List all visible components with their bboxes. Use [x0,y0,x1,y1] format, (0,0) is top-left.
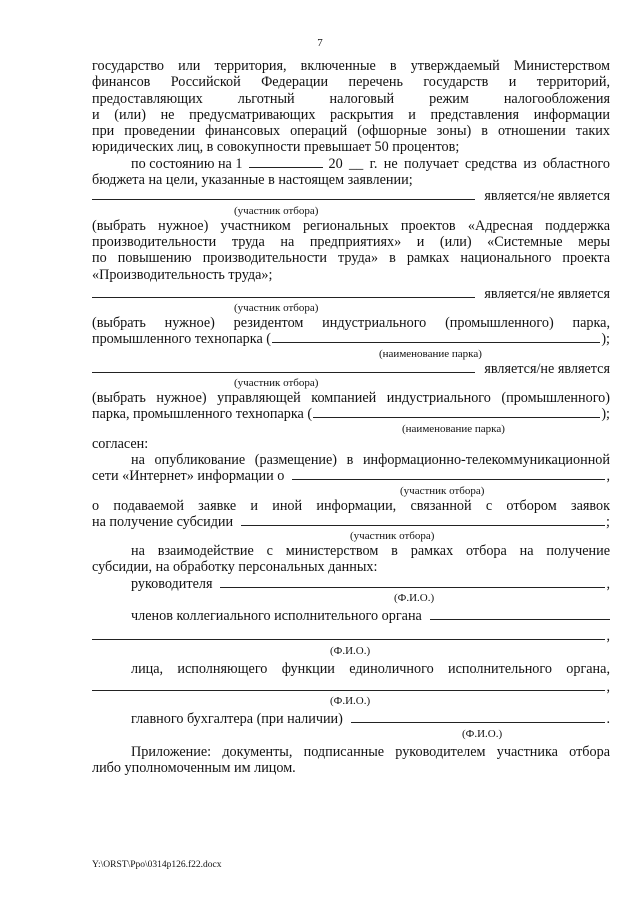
caption-participant: (участник отбора) [234,302,319,315]
members-line: членов коллегиального исполнительного органа [92,608,610,624]
caption-participant: (участник отбора) [234,377,319,390]
head-line: руководителя , [131,575,610,592]
participant-field[interactable] [241,524,605,526]
paragraph-offshore: государство или территория, включенные в утверждаемый Министерством финансов Российской Федерации перечень государств и территорий, предоставляющих льготный налоговый режим налогообложения и (или) не предусматривающих раскрытия и представления информации при проведении финансовых операций (офшорные зоны) в отношении таких юридических лиц, в совокупности превышает 50 процентов; [92,58,610,156]
caption-fio: (Ф.И.О.) [394,592,435,605]
participant-field[interactable] [92,296,475,298]
paragraph-regional-projects: (выбрать нужное) участником региональных проектов «Адресная поддержка производительности труда на предприятиях» и (или) «Системные меры по повышению производительности труда» в рамках национального проекта «Производительность труда»; [92,217,610,283]
caption-participant: (участник отбора) [400,484,485,497]
caption-park: (наименование парка) [379,347,482,360]
accountant-line: главного бухгалтера (при наличии) . [131,711,610,728]
participant-line-2: является/не является [92,286,610,302]
participant-field[interactable] [92,198,475,200]
participant-line-3: является/не является [92,361,610,377]
caption-fio: (Ф.И.О.) [330,644,371,657]
caption-fio: (Ф.И.О.) [462,727,503,740]
footer-file-path: Y:\ORST\Ppo\0314p126.f22.docx [92,860,222,870]
sole-executive-name-field[interactable] [92,689,605,691]
participant-line-1: является/не является [92,188,610,204]
caption-participant: (участник отбора) [234,204,319,217]
annex-paragraph: Приложение: документы, подписанные руководителем участника отбора либо уполномоченным им лицом. [92,743,610,776]
members-continuation-line: , [92,628,610,644]
participant-field[interactable] [292,478,605,480]
caption-park: (наименование парка) [402,422,505,435]
park-resident-line: промышленного технопарка ( ); [92,331,610,348]
document-body: государство или территория, включенные в утверждаемый Министерством финансов Российской Федерации перечень государств и территорий, предоставляющих льготный налоговый режим налогообложения и (или) не предусматривающих раскрытия и представления информации при проведении финансовых операций (офшорные зоны) в отношении таких юридических лиц, в совокупности превышает 50 процентов; по состоянию на 1 20 __ г. не получает средства из областного бюджета на цели, указанные в настоящем заявлении; является/не является (участник отбора) (выбрать нужное) участником региональных проектов «Адресная поддержка производительности труда на предприятиях» и (или) «Системные меры по повышению производительности труда» в рамках национального проекта «Производительность труда»; является/не является (участник отбора) (выбрать нужное) резидентом индустриального (промышленного) парка, промышленного технопарка ( ); (наименование парка) является/не является (участник отбора) (выбрать нужное) управляющей компанией индустриального (промышленного) парка, промышленного технопарка ( ); (наименование парка) согласен: на опубликование (размещение) в информационно-телекоммуникационной сети «Интернет» информации о , (участник отбора) о подаваемой заявке и иной информации, связанной с отбором заявок на получение субсидии ; (участник отбора) на взаимодействие с министерством в рамках отбора на получение субсидии, на обработку персональных данных: руководителя , (Ф.И.О.) членов коллегиального исполнительного органа , (Ф.И.О.) лица, исполняющего функции единоличного исполнительного органа, , (Ф.И.О.) главного бухгалтера (при наличии) . (Ф.И.О.) Приложение: документы, подписанные руководителем участника отбора либо уполномоченным им лицом. [92,58,610,776]
publication-line: сети «Интернет» информации о , [92,468,610,485]
date-field[interactable] [249,166,323,168]
page-number: 7 [317,37,323,49]
caption-participant: (участник отбора) [350,530,435,543]
agree-heading: согласен: [92,435,149,452]
participant-field[interactable] [92,371,475,373]
sole-executive-line: , [92,679,610,695]
members-name-field[interactable] [430,618,610,620]
members-name-field[interactable] [92,638,605,640]
budget-date-line: по состоянию на 1 20 __ г. не получает средства из областного [131,155,610,172]
park-management-line: парка, промышленного технопарка ( ); [92,406,610,423]
caption-fio: (Ф.И.О.) [330,695,371,708]
accountant-name-field[interactable] [351,721,606,723]
subsidy-application-line: на получение субсидии ; [92,513,610,530]
head-name-field[interactable] [220,586,605,588]
park-name-field[interactable] [313,416,600,418]
park-name-field[interactable] [272,341,600,343]
